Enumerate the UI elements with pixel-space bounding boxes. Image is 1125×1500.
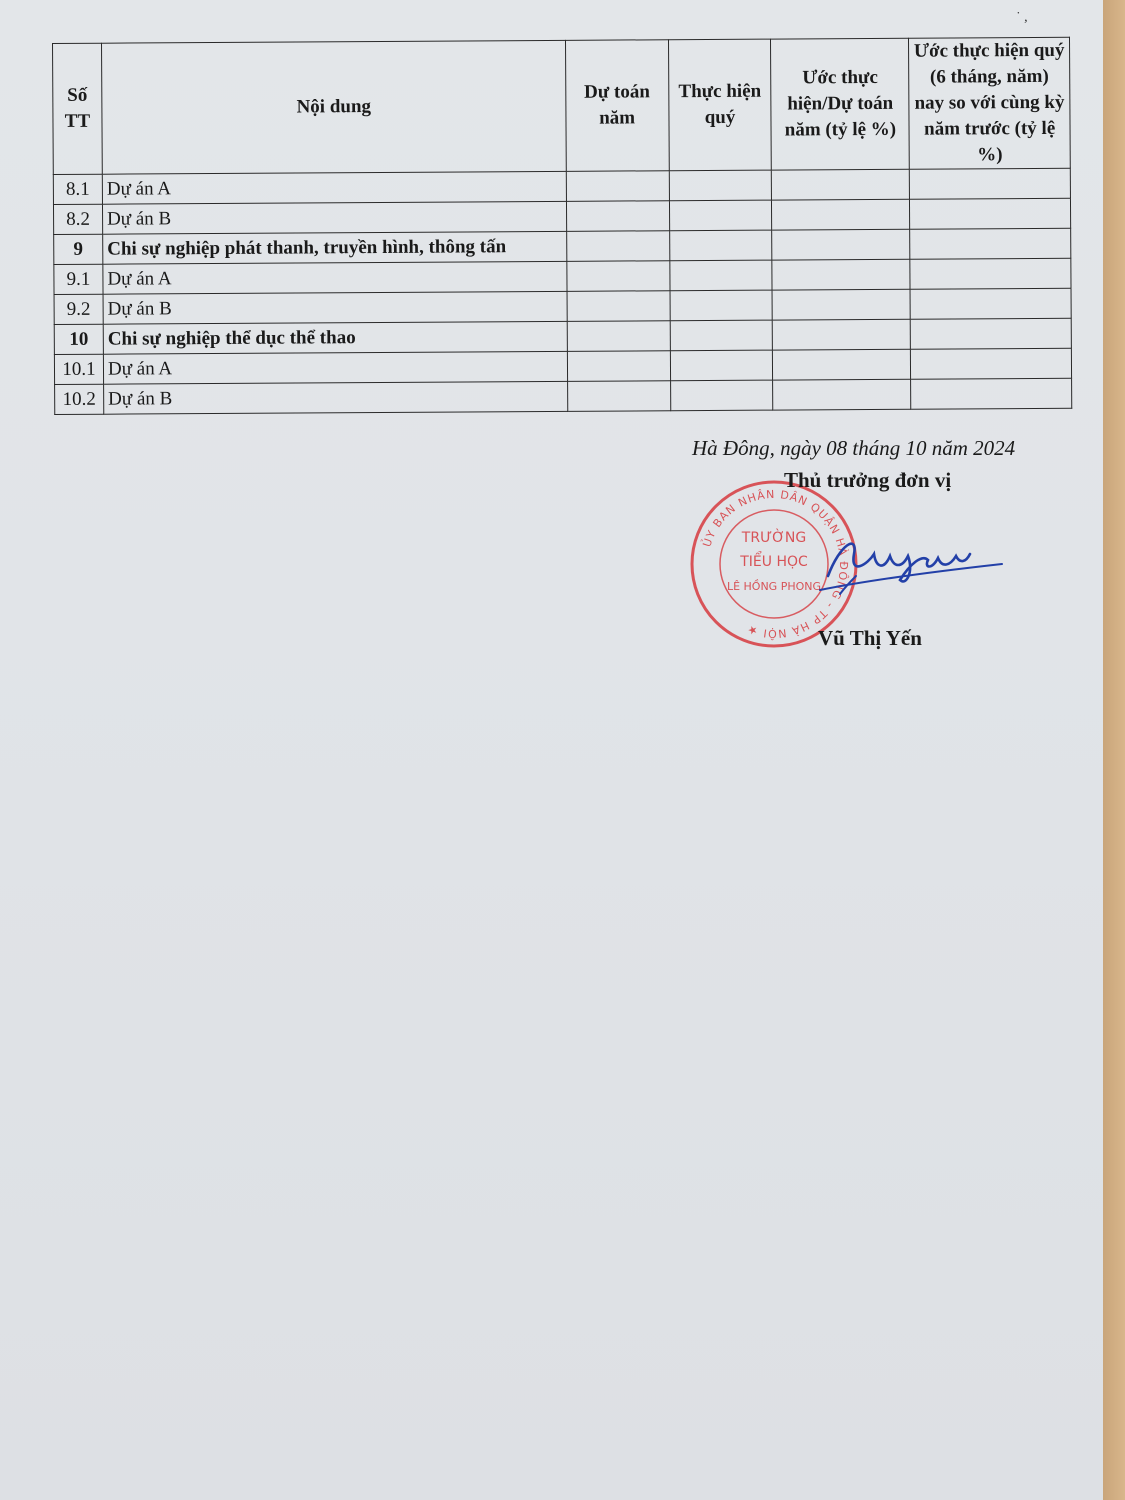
row-content: Dự án B xyxy=(103,291,567,324)
row-content: Dự án B xyxy=(102,201,566,234)
empty-value-cell xyxy=(567,321,670,352)
row-content: Chi sự nghiệp phát thanh, truyền hình, thông tấn xyxy=(103,231,567,264)
signer-name: Vũ Thị Yến xyxy=(818,626,922,650)
empty-value-cell xyxy=(910,228,1071,259)
header-uoc-thuc-hien-du-toan: Ước thực hiện/Dự toán năm (tỷ lệ %) xyxy=(771,38,910,170)
report-table xyxy=(52,37,1072,415)
row-number: 9.2 xyxy=(54,294,103,324)
empty-value-cell xyxy=(566,201,669,232)
paper-speck: ˙ , xyxy=(1016,10,1028,25)
empty-value-cell xyxy=(911,378,1072,409)
empty-value-cell xyxy=(566,171,669,202)
header-noi-dung: Nội dung xyxy=(101,40,566,174)
header-thuc-hien-quy: Thực hiện quý xyxy=(668,39,772,171)
empty-value-cell xyxy=(567,261,670,292)
empty-value-cell xyxy=(772,199,910,230)
empty-value-cell xyxy=(773,349,911,380)
empty-value-cell xyxy=(772,259,910,290)
header-so-tt: Số TT xyxy=(53,43,103,174)
empty-value-cell xyxy=(910,168,1071,199)
empty-value-cell xyxy=(670,350,773,381)
empty-value-cell xyxy=(567,291,670,322)
svg-text:TRƯỜNG: TRƯỜNG xyxy=(741,530,807,546)
empty-value-cell xyxy=(669,170,772,201)
row-number: 8.2 xyxy=(53,204,102,234)
row-number: 9 xyxy=(54,234,103,264)
table-row xyxy=(55,378,1072,414)
row-content: Dự án B xyxy=(104,381,568,414)
row-number: 8.1 xyxy=(53,174,102,204)
empty-value-cell xyxy=(910,288,1071,319)
table-body xyxy=(53,168,1071,414)
signer-title: Thủ trưởng đơn vị xyxy=(784,468,952,492)
empty-value-cell xyxy=(567,351,670,382)
empty-value-cell xyxy=(911,348,1072,379)
empty-value-cell xyxy=(669,260,772,291)
empty-value-cell xyxy=(773,319,911,350)
header-uoc-thuc-hien-cung-ky: Ước thực hiện quý (6 tháng, năm) nay so với cùng kỳ năm trước (tỷ lệ %) xyxy=(909,37,1071,169)
row-number: 10 xyxy=(54,324,103,354)
svg-text:LÊ HỒNG PHONG: LÊ HỒNG PHONG xyxy=(726,580,822,593)
empty-value-cell xyxy=(772,289,910,320)
row-number: 10.2 xyxy=(55,384,104,414)
row-content: Dự án A xyxy=(103,261,567,294)
header-du-toan-nam: Dự toán năm xyxy=(565,40,669,172)
empty-value-cell xyxy=(670,380,773,411)
empty-value-cell xyxy=(670,320,773,351)
empty-value-cell xyxy=(910,318,1071,349)
row-content: Chi sự nghiệp thể dục thể thao xyxy=(103,321,567,354)
empty-value-cell xyxy=(567,381,670,412)
row-content: Dự án A xyxy=(102,171,566,204)
empty-value-cell xyxy=(670,290,773,321)
handwritten-signature xyxy=(810,524,1010,604)
svg-text:ỦY BAN NHÂN DÂN QUẬN HÀ ĐÔNG -: ỦY BAN NHÂN DÂN QUẬN HÀ ĐÔNG - TP HÀ NỘI ★ xyxy=(700,487,851,641)
svg-text:TIỂU HỌC: TIỂU HỌC xyxy=(740,554,808,570)
empty-value-cell xyxy=(772,169,910,200)
empty-value-cell xyxy=(669,200,772,231)
date-line: Hà Đông, ngày 08 tháng 10 năm 2024 xyxy=(692,436,1016,460)
empty-value-cell xyxy=(566,231,669,262)
empty-value-cell xyxy=(669,230,772,261)
empty-value-cell xyxy=(773,379,911,410)
row-number: 10.1 xyxy=(54,354,103,384)
empty-value-cell xyxy=(910,258,1071,289)
table-header-row xyxy=(53,37,1071,174)
empty-value-cell xyxy=(772,229,910,260)
row-number: 9.1 xyxy=(54,264,103,294)
desk-background xyxy=(1103,0,1125,1500)
row-content: Dự án A xyxy=(103,351,567,384)
empty-value-cell xyxy=(910,198,1071,229)
